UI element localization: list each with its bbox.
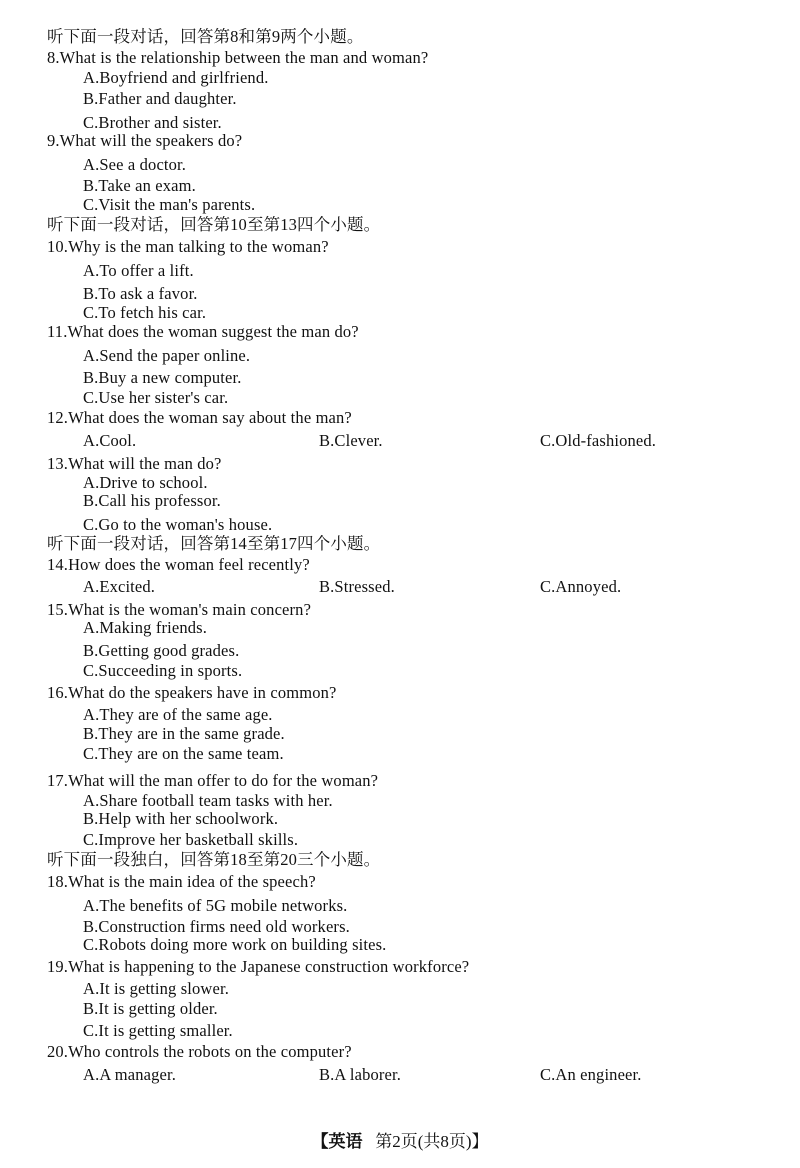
q18-option-a: A.The benefits of 5G mobile networks.: [83, 896, 348, 915]
q18-option-b: B.Construction firms need old workers.: [83, 917, 350, 936]
q19-option-c: C.It is getting smaller.: [83, 1021, 233, 1040]
q9-option-a: A.See a doctor.: [83, 155, 187, 174]
q16-option-b: B.They are in the same grade.: [83, 724, 285, 743]
q8-option-b: B.Father and daughter.: [83, 89, 237, 108]
question-11: 11.What does the woman suggest the man do?: [47, 322, 359, 341]
q10-option-b: B.To ask a favor.: [83, 284, 198, 303]
section-heading-10-13: 听下面一段对话，回答第10至第13四个小题。: [47, 215, 381, 234]
q11-option-a: A.Send the paper online.: [83, 346, 251, 365]
question-13: 13.What will the man do?: [47, 454, 222, 473]
q19-option-b: B.It is getting older.: [83, 999, 218, 1018]
q11-option-c: C.Use her sister's car.: [83, 388, 229, 407]
q17-option-b: B.Help with her schoolwork.: [83, 809, 279, 828]
q10-option-c: C.To fetch his car.: [83, 303, 207, 322]
footer-page-number: 第2页(共8页)】: [375, 1132, 489, 1151]
q17-option-c: C.Improve her basketball skills.: [83, 830, 299, 849]
question-18: 18.What is the main idea of the speech?: [47, 872, 316, 891]
q8-option-c: C.Brother and sister.: [83, 113, 222, 132]
section-heading-14-17: 听下面一段对话，回答第14至第17四个小题。: [47, 534, 381, 553]
q20-option-c: C.An engineer.: [540, 1065, 642, 1084]
q12-option-b: B.Clever.: [319, 431, 383, 450]
q14-option-b: B.Stressed.: [319, 577, 395, 596]
section-heading-18-20: 听下面一段独白，回答第18至第20三个小题。: [47, 850, 381, 869]
q13-option-c: C.Go to the woman's house.: [83, 515, 273, 534]
q15-option-c: C.Succeeding in sports.: [83, 661, 243, 680]
q15-option-a: A.Making friends.: [83, 618, 207, 637]
q15-option-b: B.Getting good grades.: [83, 641, 240, 660]
question-9: 9.What will the speakers do?: [47, 131, 243, 150]
question-15: 15.What is the woman's main concern?: [47, 600, 312, 619]
question-16: 16.What do the speakers have in common?: [47, 683, 337, 702]
question-14: 14.How does the woman feel recently?: [47, 555, 310, 574]
q12-option-c: C.Old-fashioned.: [540, 431, 657, 450]
q20-option-b: B.A laborer.: [319, 1065, 401, 1084]
q14-option-c: C.Annoyed.: [540, 577, 622, 596]
q16-option-a: A.They are of the same age.: [83, 705, 273, 724]
question-12: 12.What does the woman say about the man?: [47, 408, 352, 427]
section-heading-8-9: 听下面一段对话，回答第8和第9两个小题。: [47, 27, 364, 46]
q20-option-a: A.A manager.: [83, 1065, 176, 1084]
question-17: 17.What will the man offer to do for the woman?: [47, 771, 379, 790]
q11-option-b: B.Buy a new computer.: [83, 368, 242, 387]
question-19: 19.What is happening to the Japanese construction workforce?: [47, 957, 470, 976]
q16-option-c: C.They are on the same team.: [83, 744, 284, 763]
q8-option-a: A.Boyfriend and girlfriend.: [83, 68, 269, 87]
q18-option-c: C.Robots doing more work on building sites.: [83, 935, 387, 954]
question-8: 8.What is the relationship between the man and woman?: [47, 48, 429, 67]
q9-option-b: B.Take an exam.: [83, 176, 196, 195]
q13-option-a: A.Drive to school.: [83, 473, 208, 492]
q12-option-a: A.Cool.: [83, 431, 137, 450]
q13-option-b: B.Call his professor.: [83, 491, 221, 510]
q9-option-c: C.Visit the man's parents.: [83, 195, 256, 214]
question-10: 10.Why is the man talking to the woman?: [47, 237, 329, 256]
q10-option-a: A.To offer a lift.: [83, 261, 194, 280]
q17-option-a: A.Share football team tasks with her.: [83, 791, 333, 810]
question-20: 20.Who controls the robots on the computer?: [47, 1042, 352, 1061]
q14-option-a: A.Excited.: [83, 577, 156, 596]
page-footer: [0, 1131, 800, 1153]
q19-option-a: A.It is getting slower.: [83, 979, 229, 998]
footer-subject: 【英语: [311, 1132, 363, 1151]
